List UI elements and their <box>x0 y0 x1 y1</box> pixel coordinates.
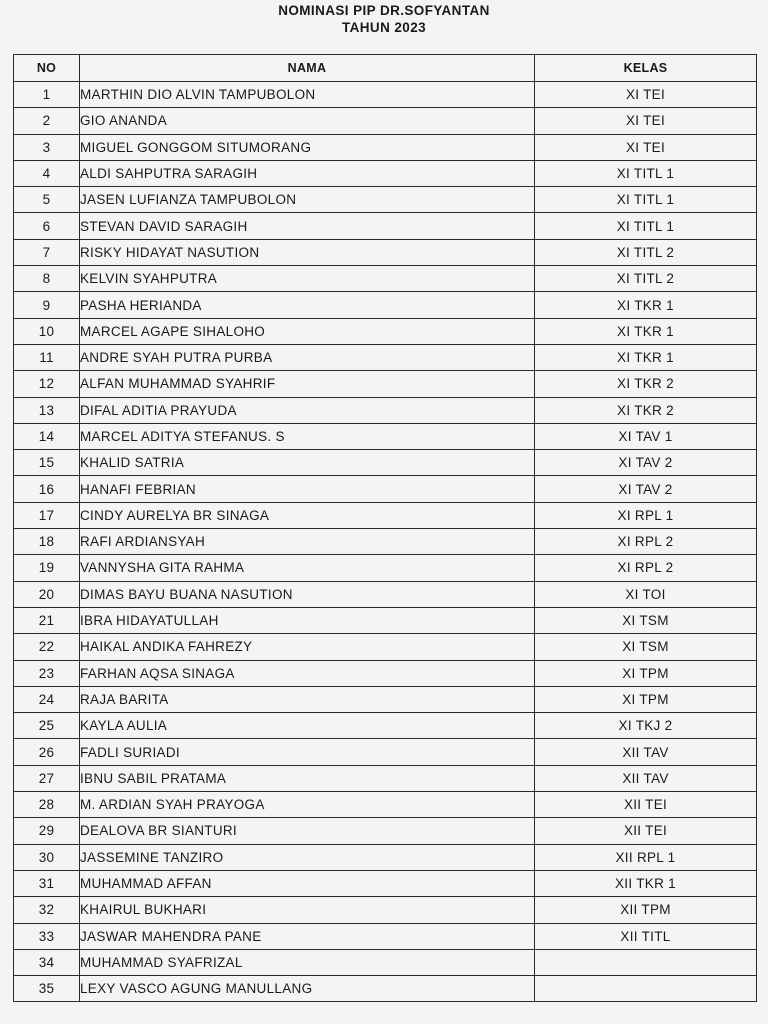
cell-kelas: XI TEI <box>535 82 757 108</box>
cell-nama: VANNYSHA GITA RAHMA <box>80 555 535 581</box>
cell-kelas: XI TEI <box>535 108 757 134</box>
cell-kelas <box>535 949 757 975</box>
table-header-row <box>14 55 757 82</box>
cell-kelas: XI TAV 2 <box>535 450 757 476</box>
table-row <box>14 607 757 633</box>
cell-no: 10 <box>14 318 80 344</box>
table-row <box>14 765 757 791</box>
table-row <box>14 581 757 607</box>
cell-no: 16 <box>14 476 80 502</box>
cell-no: 9 <box>14 292 80 318</box>
cell-no: 25 <box>14 713 80 739</box>
cell-no: 14 <box>14 423 80 449</box>
cell-no: 28 <box>14 792 80 818</box>
cell-no: 2 <box>14 108 80 134</box>
cell-no: 4 <box>14 160 80 186</box>
cell-nama: MARTHIN DIO ALVIN TAMPUBOLON <box>80 82 535 108</box>
table-row <box>14 870 757 896</box>
cell-kelas: XII RPL 1 <box>535 844 757 870</box>
cell-kelas: XI RPL 2 <box>535 529 757 555</box>
cell-nama: MUHAMMAD AFFAN <box>80 870 535 896</box>
cell-nama: KELVIN SYAHPUTRA <box>80 266 535 292</box>
cell-kelas: XI TITL 1 <box>535 213 757 239</box>
cell-kelas: XII TITL <box>535 923 757 949</box>
cell-kelas: XI TEI <box>535 134 757 160</box>
table-row <box>14 713 757 739</box>
cell-no: 11 <box>14 344 80 370</box>
cell-no: 33 <box>14 923 80 949</box>
cell-nama: DEALOVA BR SIANTURI <box>80 818 535 844</box>
cell-no: 30 <box>14 844 80 870</box>
cell-no: 15 <box>14 450 80 476</box>
cell-kelas: XII TAV <box>535 739 757 765</box>
cell-nama: ANDRE SYAH PUTRA PURBA <box>80 344 535 370</box>
table-row <box>14 423 757 449</box>
cell-no: 27 <box>14 765 80 791</box>
cell-nama: GIO ANANDA <box>80 108 535 134</box>
header-kelas: KELAS <box>535 55 757 82</box>
cell-nama: JASWAR MAHENDRA PANE <box>80 923 535 949</box>
cell-kelas: XI TKJ 2 <box>535 713 757 739</box>
cell-nama: DIMAS BAYU BUANA NASUTION <box>80 581 535 607</box>
cell-kelas: XI TAV 1 <box>535 423 757 449</box>
table-row <box>14 450 757 476</box>
cell-kelas: XI TITL 1 <box>535 160 757 186</box>
title-line-2: TAHUN 2023 <box>341 20 427 35</box>
cell-kelas <box>535 976 757 1002</box>
cell-no: 5 <box>14 187 80 213</box>
cell-nama: RAFI ARDIANSYAH <box>80 529 535 555</box>
cell-kelas: XI RPL 2 <box>535 555 757 581</box>
header-no: NO <box>14 55 80 82</box>
cell-nama: JASSEMINE TANZIRO <box>80 844 535 870</box>
cell-kelas: XII TEI <box>535 818 757 844</box>
table-row <box>14 82 757 108</box>
cell-no: 21 <box>14 607 80 633</box>
table-row <box>14 371 757 397</box>
cell-nama: ALDI SAHPUTRA SARAGIH <box>80 160 535 186</box>
cell-nama: RISKY HIDAYAT NASUTION <box>80 239 535 265</box>
document-title <box>0 2 768 36</box>
cell-no: 7 <box>14 239 80 265</box>
cell-nama: FARHAN AQSA SINAGA <box>80 660 535 686</box>
cell-nama: KAYLA AULIA <box>80 713 535 739</box>
cell-kelas: XI TPM <box>535 686 757 712</box>
cell-kelas: XI TKR 2 <box>535 397 757 423</box>
cell-nama: STEVAN DAVID SARAGIH <box>80 213 535 239</box>
table-row <box>14 476 757 502</box>
cell-kelas: XI TKR 2 <box>535 371 757 397</box>
table-row <box>14 976 757 1002</box>
cell-kelas: XII TPM <box>535 897 757 923</box>
cell-nama: MARCEL ADITYA STEFANUS. S <box>80 423 535 449</box>
table-row <box>14 160 757 186</box>
cell-kelas: XI TKR 1 <box>535 344 757 370</box>
cell-kelas: XI TKR 1 <box>535 318 757 344</box>
cell-no: 32 <box>14 897 80 923</box>
cell-no: 12 <box>14 371 80 397</box>
table-row <box>14 739 757 765</box>
table-row <box>14 923 757 949</box>
cell-kelas: XI TKR 1 <box>535 292 757 318</box>
cell-nama: MARCEL AGAPE SIHALOHO <box>80 318 535 344</box>
cell-nama: LEXY VASCO AGUNG MANULLANG <box>80 976 535 1002</box>
cell-kelas: XI TAV 2 <box>535 476 757 502</box>
cell-nama: HANAFI FEBRIAN <box>80 476 535 502</box>
table-row <box>14 318 757 344</box>
cell-nama: RAJA BARITA <box>80 686 535 712</box>
cell-nama: IBRA HIDAYATULLAH <box>80 607 535 633</box>
cell-kelas: XII TKR 1 <box>535 870 757 896</box>
cell-nama: JASEN LUFIANZA TAMPUBOLON <box>80 187 535 213</box>
cell-nama: DIFAL ADITIA PRAYUDA <box>80 397 535 423</box>
cell-no: 26 <box>14 739 80 765</box>
cell-no: 8 <box>14 266 80 292</box>
cell-nama: HAIKAL ANDIKA FAHREZY <box>80 634 535 660</box>
cell-no: 17 <box>14 502 80 528</box>
cell-no: 34 <box>14 949 80 975</box>
cell-kelas: XI RPL 1 <box>535 502 757 528</box>
cell-nama: M. ARDIAN SYAH PRAYOGA <box>80 792 535 818</box>
table-row <box>14 502 757 528</box>
cell-no: 1 <box>14 82 80 108</box>
cell-no: 31 <box>14 870 80 896</box>
cell-nama: MIGUEL GONGGOM SITUMORANG <box>80 134 535 160</box>
table-row <box>14 897 757 923</box>
table-row <box>14 108 757 134</box>
cell-nama: KHAIRUL BUKHARI <box>80 897 535 923</box>
table-row <box>14 555 757 581</box>
table-row <box>14 529 757 555</box>
cell-kelas: XI TOI <box>535 581 757 607</box>
table-row <box>14 660 757 686</box>
table-row <box>14 134 757 160</box>
cell-nama: FADLI SURIADI <box>80 739 535 765</box>
table-row <box>14 213 757 239</box>
cell-no: 24 <box>14 686 80 712</box>
cell-kelas: XI TPM <box>535 660 757 686</box>
table-row <box>14 818 757 844</box>
table-row <box>14 634 757 660</box>
table-body <box>14 82 757 1002</box>
cell-no: 6 <box>14 213 80 239</box>
cell-kelas: XI TSM <box>535 607 757 633</box>
cell-kelas: XI TSM <box>535 634 757 660</box>
cell-kelas: XI TITL 2 <box>535 239 757 265</box>
cell-kelas: XI TITL 1 <box>535 187 757 213</box>
cell-no: 19 <box>14 555 80 581</box>
cell-nama: ALFAN MUHAMMAD SYAHRIF <box>80 371 535 397</box>
cell-nama: KHALID SATRIA <box>80 450 535 476</box>
cell-kelas: XII TAV <box>535 765 757 791</box>
cell-no: 20 <box>14 581 80 607</box>
title-line-1: NOMINASI PIP DR.SOFYANTAN <box>278 3 490 18</box>
cell-no: 18 <box>14 529 80 555</box>
header-nama: NAMA <box>80 55 535 82</box>
cell-nama: CINDY AURELYA BR SINAGA <box>80 502 535 528</box>
table-row <box>14 239 757 265</box>
table-row <box>14 187 757 213</box>
table-row <box>14 792 757 818</box>
table-row <box>14 949 757 975</box>
cell-nama: MUHAMMAD SYAFRIZAL <box>80 949 535 975</box>
cell-no: 3 <box>14 134 80 160</box>
cell-no: 22 <box>14 634 80 660</box>
cell-no: 35 <box>14 976 80 1002</box>
cell-kelas: XII TEI <box>535 792 757 818</box>
table-row <box>14 844 757 870</box>
table-row <box>14 397 757 423</box>
cell-nama: IBNU SABIL PRATAMA <box>80 765 535 791</box>
cell-kelas: XI TITL 2 <box>535 266 757 292</box>
cell-no: 29 <box>14 818 80 844</box>
cell-no: 13 <box>14 397 80 423</box>
cell-nama: PASHA HERIANDA <box>80 292 535 318</box>
table-row <box>14 266 757 292</box>
table-row <box>14 344 757 370</box>
cell-no: 23 <box>14 660 80 686</box>
table-row <box>14 686 757 712</box>
nominee-table <box>13 54 757 1002</box>
table-row <box>14 292 757 318</box>
